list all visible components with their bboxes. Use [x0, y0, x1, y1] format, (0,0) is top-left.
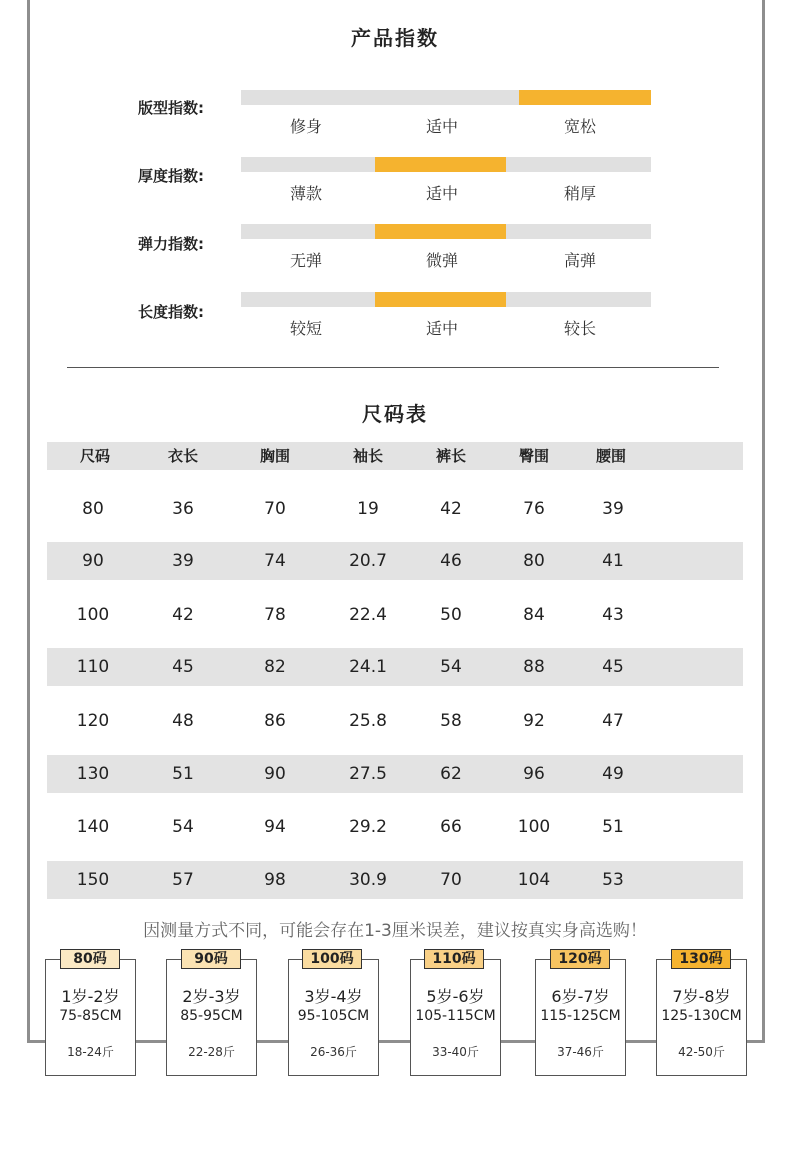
card-height: 115-125CM [540, 1008, 621, 1024]
table-cell: 51 [602, 817, 624, 837]
card-age: 1岁-2岁 [61, 987, 120, 1006]
table-cell: 100 [517, 817, 551, 837]
index-bar [241, 224, 651, 239]
table-cell: 42 [172, 605, 194, 625]
card-weight: 42-50斤 [678, 1045, 725, 1059]
index-option: 稍厚 [563, 184, 596, 203]
index-option: 适中 [425, 117, 458, 136]
table-row [47, 490, 743, 528]
card-weight: 33-40斤 [432, 1045, 479, 1059]
column-header: 裤长 [435, 447, 466, 465]
index-option: 微弹 [425, 251, 458, 270]
table-cell: 110 [76, 657, 110, 677]
table-cell: 27.5 [349, 764, 387, 784]
card-age: 3岁-4岁 [304, 987, 363, 1006]
table-cell: 19 [357, 499, 379, 519]
table-cell: 100 [76, 605, 110, 625]
size-card [45, 959, 136, 1076]
index-option: 较长 [563, 319, 596, 338]
section-divider [67, 367, 719, 368]
table-cell: 45 [172, 657, 194, 677]
size-card [535, 959, 626, 1076]
size-tag: 80码 [60, 949, 120, 969]
product-index-title: 产品指数 [351, 26, 439, 50]
card-height: 125-130CM [661, 1008, 742, 1024]
table-cell: 90 [264, 764, 286, 784]
table-row [47, 808, 743, 846]
table-cell: 36 [172, 499, 194, 519]
frame-left-border [27, 0, 30, 1043]
table-cell: 96 [523, 764, 545, 784]
table-cell: 29.2 [349, 817, 387, 837]
table-cell: 140 [76, 817, 110, 837]
table-cell: 130 [76, 764, 110, 784]
card-height: 95-105CM [297, 1008, 370, 1024]
table-row [47, 542, 743, 580]
table-cell: 70 [264, 499, 286, 519]
table-cell: 80 [82, 499, 104, 519]
size-tag: 120码 [550, 949, 610, 969]
table-row [47, 861, 743, 899]
card-height: 75-85CM [59, 1008, 122, 1024]
index-option: 薄款 [289, 184, 322, 203]
index-label: 长度指数: [138, 303, 204, 321]
index-selected-segment [375, 292, 506, 307]
index-bar [241, 292, 651, 307]
card-height: 105-115CM [415, 1008, 496, 1024]
size-card [410, 959, 501, 1076]
table-cell: 120 [76, 711, 110, 731]
table-cell: 98 [264, 870, 286, 890]
card-age: 2岁-3岁 [182, 987, 241, 1006]
table-cell: 30.9 [349, 870, 387, 890]
index-selected-segment [519, 90, 651, 105]
table-cell: 43 [602, 605, 624, 625]
index-option: 适中 [425, 184, 458, 203]
table-cell: 50 [440, 605, 462, 625]
card-age: 6岁-7岁 [551, 987, 610, 1006]
table-cell: 42 [440, 499, 462, 519]
frame-right-border [762, 0, 765, 1043]
card-weight: 37-46斤 [557, 1045, 604, 1059]
table-cell: 88 [523, 657, 545, 677]
table-cell: 62 [440, 764, 462, 784]
index-label: 版型指数: [138, 99, 204, 117]
table-cell: 47 [602, 711, 624, 731]
table-header [47, 442, 743, 470]
table-cell: 90 [82, 551, 104, 571]
column-header: 衣长 [167, 447, 198, 465]
table-cell: 58 [440, 711, 462, 731]
table-cell: 82 [264, 657, 286, 677]
column-header: 袖长 [352, 447, 383, 465]
index-bar [241, 157, 651, 172]
table-cell: 48 [172, 711, 194, 731]
table-cell: 74 [264, 551, 286, 571]
frame-bottom-border [27, 1040, 765, 1043]
table-cell: 66 [440, 817, 462, 837]
table-cell: 20.7 [349, 551, 387, 571]
table-cell: 92 [523, 711, 545, 731]
table-cell: 22.4 [349, 605, 387, 625]
card-weight: 18-24斤 [67, 1045, 114, 1059]
size-tag: 110码 [424, 949, 484, 969]
table-cell: 45 [602, 657, 624, 677]
size-tag: 100码 [302, 949, 362, 969]
table-cell: 41 [602, 551, 624, 571]
table-cell: 84 [523, 605, 545, 625]
table-cell: 54 [172, 817, 194, 837]
measurement-note: 因测量方式不同，可能会存在1-3厘米误差，建议按真实身高选购！ [143, 921, 647, 941]
index-label: 弹力指数: [138, 235, 204, 253]
table-cell: 80 [523, 551, 545, 571]
index-option: 无弹 [289, 251, 322, 270]
size-chart-title: 尺码表 [362, 402, 428, 426]
table-cell: 49 [602, 764, 624, 784]
index-option: 高弹 [563, 251, 596, 270]
index-label: 厚度指数: [138, 167, 204, 185]
index-selected-segment [375, 157, 506, 172]
table-cell: 51 [172, 764, 194, 784]
table-row [47, 755, 743, 793]
card-height: 85-95CM [180, 1008, 243, 1024]
index-selected-segment [375, 224, 506, 239]
index-option: 修身 [289, 117, 322, 136]
column-header: 尺码 [79, 447, 110, 465]
index-bar [241, 90, 651, 105]
table-row [47, 596, 743, 634]
size-card [288, 959, 379, 1076]
table-cell: 94 [264, 817, 286, 837]
card-weight: 22-28斤 [188, 1045, 235, 1059]
table-cell: 78 [264, 605, 286, 625]
index-option: 适中 [425, 319, 458, 338]
table-cell: 76 [523, 499, 545, 519]
column-header: 胸围 [259, 447, 290, 465]
index-option: 宽松 [563, 117, 596, 136]
table-cell: 86 [264, 711, 286, 731]
table-row [47, 702, 743, 740]
column-header: 腰围 [595, 447, 626, 465]
card-age: 5岁-6岁 [426, 987, 485, 1006]
column-header: 臀围 [518, 447, 549, 465]
size-tag: 90码 [181, 949, 241, 969]
table-cell: 46 [440, 551, 462, 571]
table-cell: 39 [172, 551, 194, 571]
table-cell: 24.1 [349, 657, 387, 677]
card-weight: 26-36斤 [310, 1045, 357, 1059]
table-cell: 70 [440, 870, 462, 890]
card-age: 7岁-8岁 [672, 987, 731, 1006]
table-cell: 57 [172, 870, 194, 890]
table-cell: 25.8 [349, 711, 387, 731]
table-cell: 54 [440, 657, 462, 677]
index-option: 较短 [289, 319, 322, 338]
size-card [166, 959, 257, 1076]
table-cell: 39 [602, 499, 624, 519]
table-cell: 104 [517, 870, 551, 890]
table-cell: 150 [76, 870, 110, 890]
size-card [656, 959, 747, 1076]
table-row [47, 648, 743, 686]
size-tag: 130码 [671, 949, 731, 969]
table-cell: 53 [602, 870, 624, 890]
